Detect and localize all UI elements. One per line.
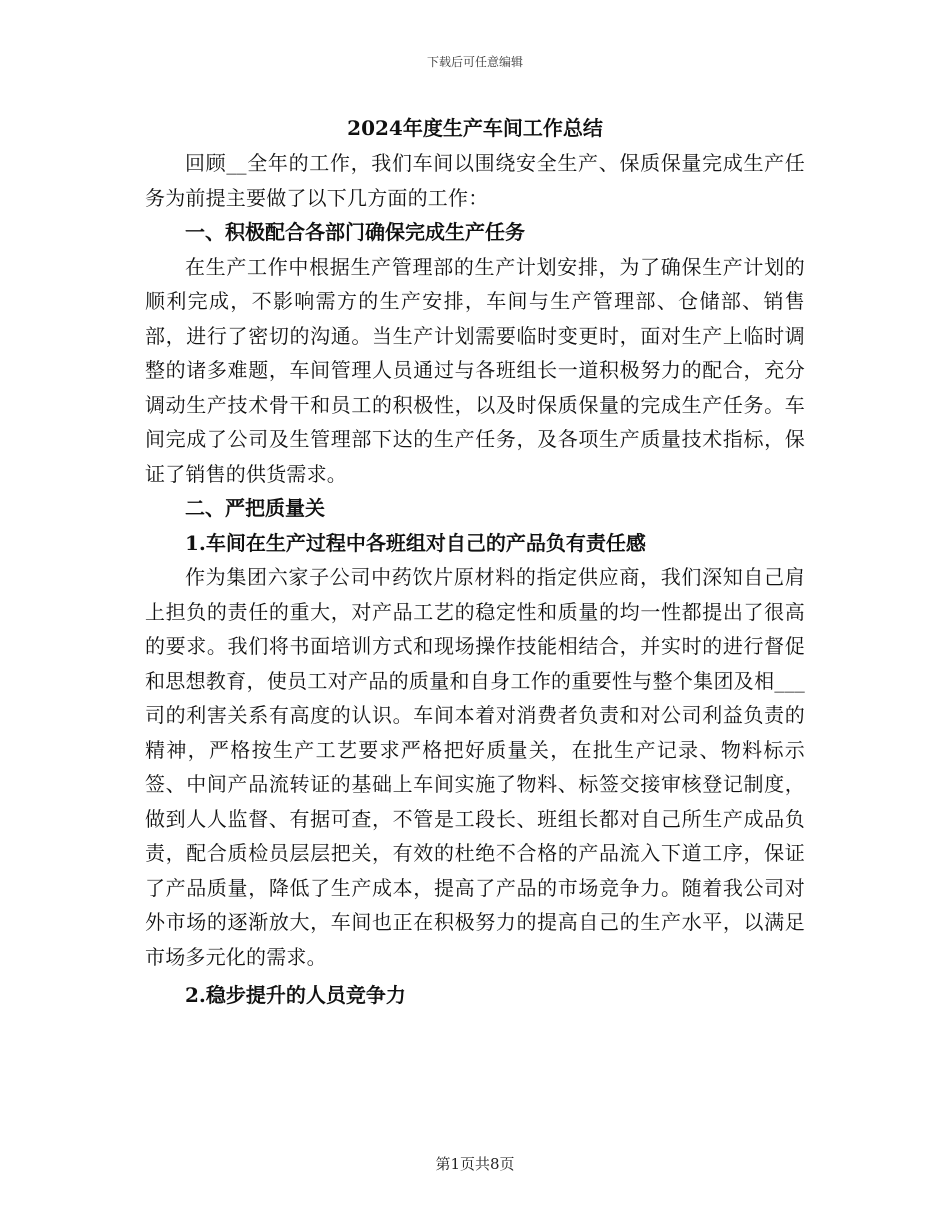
section-1-heading: 一、积极配合各部门确保完成生产任务 xyxy=(185,220,525,244)
document-body xyxy=(145,110,805,1013)
page-footer: 第1页共8页 xyxy=(435,1155,515,1173)
subsection-1-paragraph: 作为集团六家子公司中药饮片原材料的指定供应商，我们深知自己肩上担负的责任的重大，对产品工艺的稳定性和质量的均一性都提出了很高的要求。我们将书面培训方式和现场操作技能相结合，并实时的进行督促和思想教育，使员工对产品的质量和自身工作的重要性与整个集团及相___司的利害关系有高度的认识。车间本着对消费者负责和对公司利益负责的精神，严格按生产工艺要求严格把好质量关，在批生产记录、物料标示签、中间产品流转证的基础上车间实施了物料、标签交接审核登记制度，做到人人监督、有据可查，不管是工段长、班组长都对自己所生产成品负责，配合质检员层层把关，有效的杜绝不合格的产品流入下道工序，保证了产品质量，降低了生产成本，提高了产品的市场竞争力。随着我公司对外市场的逐渐放大，车间也正在积极努力的提高自己的生产水平，以满足市场多元化的需求。 xyxy=(145,565,805,969)
page-header: 下载后可任意编辑 xyxy=(426,55,523,69)
section-2-heading: 二、严把质量关 xyxy=(185,496,325,520)
subsection-2-heading: 2.稳步提升的人员竞争力 xyxy=(185,983,406,1007)
intro-paragraph: 回顾__全年的工作，我们车间以围绕安全生产、保质保量完成生产任务为前提主要做了以下几方面的工作： xyxy=(145,151,805,210)
subsection-1-heading: 1.车间在生产过程中各班组对自己的产品负有责任感 xyxy=(185,530,646,555)
document-title: 2024年度生产车间工作总结 xyxy=(347,116,603,140)
section-1-paragraph: 在生产工作中根据生产管理部的生产计划安排，为了确保生产计划的顺利完成，不影响需方的生产安排，车间与生产管理部、仓储部、销售部，进行了密切的沟通。当生产计划需要临时变更时，面对生产上临时调整的诸多难题，车间管理人员通过与各班组长一道积极努力的配合，充分调动生产技术骨干和员工的积极性，以及时保质保量的完成生产任务。车间完成了公司及生管理部下达的生产任务，及各项生产质量技术指标，保证了销售的供货需求。 xyxy=(145,254,805,486)
